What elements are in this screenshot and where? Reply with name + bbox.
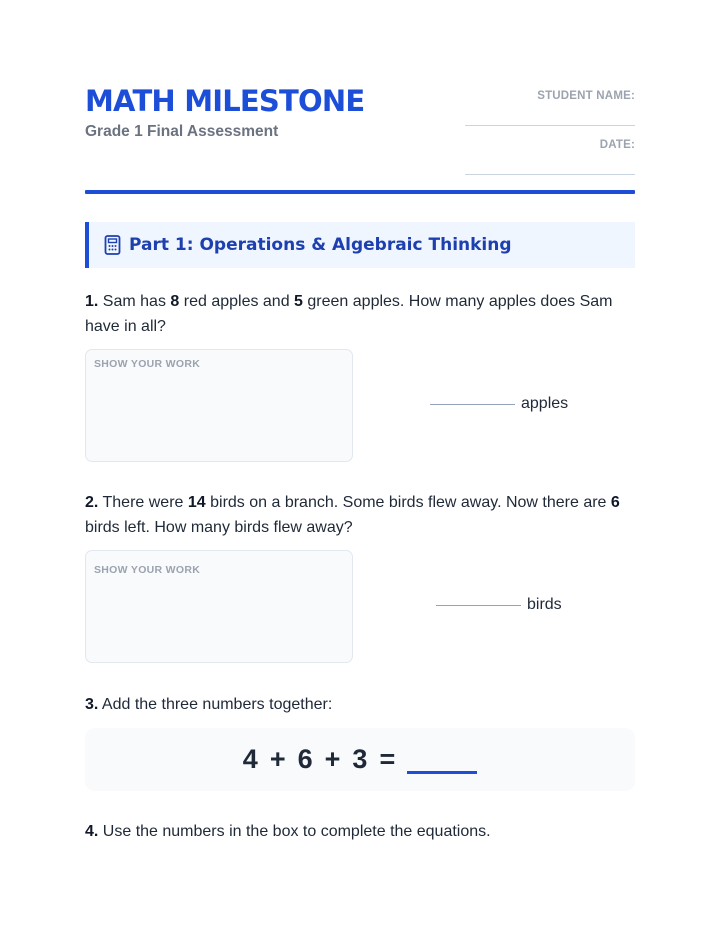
equation-operator: + xyxy=(324,744,341,774)
question-4 xyxy=(85,819,640,844)
question-number-value: 14 xyxy=(187,494,206,511)
header-divider xyxy=(85,190,635,194)
question-text: birds on a branch. Some birds flew away. Now there are xyxy=(205,494,611,511)
question-text: birds left. How many birds flew away? xyxy=(85,519,353,536)
calculator-icon xyxy=(104,235,121,255)
question-text: Sam has xyxy=(102,293,171,310)
show-work-label: SHOW YOUR WORK xyxy=(94,564,201,576)
question-text: red apples and xyxy=(179,293,295,310)
answer-unit: birds xyxy=(527,596,562,613)
question-2 xyxy=(85,490,640,540)
question-number-value: 5 xyxy=(294,293,303,310)
question-number: 3. xyxy=(85,696,99,713)
show-work-box[interactable] xyxy=(85,550,353,663)
answer-line[interactable] xyxy=(430,404,515,405)
question-3 xyxy=(85,692,640,717)
equation-term: 3 xyxy=(352,744,368,774)
page-subtitle: Grade 1 Final Assessment xyxy=(85,123,279,140)
section-title: Part 1: Operations & Algebraic Thinking xyxy=(129,235,512,255)
question-number: 2. xyxy=(85,494,99,511)
question-text: green apples. How many apples does Sam have in all? xyxy=(85,293,613,335)
equation xyxy=(85,728,635,791)
date-label: DATE: xyxy=(599,139,635,151)
question-number-value: 6 xyxy=(610,494,620,511)
show-work-box[interactable] xyxy=(85,349,353,462)
equation-answer-blank[interactable] xyxy=(407,771,477,774)
question-number: 4. xyxy=(85,823,99,840)
question-text: Use the numbers in the box to complete the equations. xyxy=(102,823,491,840)
equation-term: 6 xyxy=(297,744,313,774)
question-number-value: 8 xyxy=(170,293,180,310)
answer-field-birds[interactable] xyxy=(436,596,562,614)
question-number: 1. xyxy=(85,293,99,310)
equation-box xyxy=(85,728,635,791)
date-field[interactable] xyxy=(465,174,635,175)
answer-field-apples[interactable] xyxy=(430,395,568,413)
equation-equals: = xyxy=(379,744,396,774)
student-name-label: STUDENT NAME: xyxy=(537,90,635,102)
student-name-field[interactable] xyxy=(465,125,635,126)
question-text: There were xyxy=(102,494,188,511)
worksheet-page xyxy=(85,0,635,932)
section-banner xyxy=(85,222,635,268)
answer-unit: apples xyxy=(521,395,569,412)
equation-term: 4 xyxy=(242,744,258,774)
question-text: Add the three numbers together: xyxy=(101,696,333,713)
question-1 xyxy=(85,289,640,339)
equation-operator: + xyxy=(269,744,286,774)
show-work-label: SHOW YOUR WORK xyxy=(94,358,201,370)
answer-line[interactable] xyxy=(436,605,521,606)
page-title: MATH MILESTONE xyxy=(85,84,365,118)
